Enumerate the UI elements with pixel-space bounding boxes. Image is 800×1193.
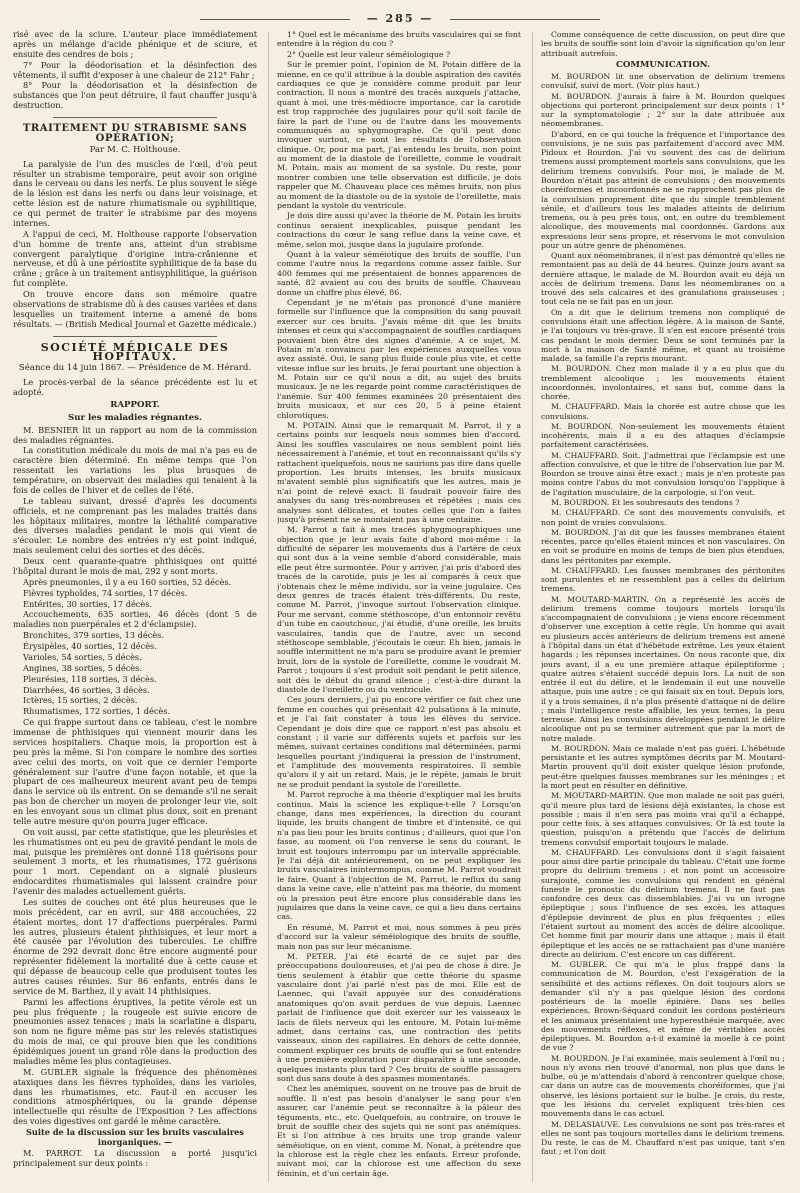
stat-line: Bronchites, 379 sorties, 13 décès. (23, 630, 164, 641)
paragraph: La constitution médicale du mois de mai n'a pas eu de caractère bien déterminé. En même temps que l'on ressentait les variations les plus brusques de température, on observait des maladies qui tenaient à la fois de celles de l'hiver et de celles de l'été. (13, 445, 257, 495)
paragraph: M. DELASIAUVE. Les convulsions ne sont pas très-rares et elles ne sont pas toujours mortelles dans le delirium tremens. Du reste, le cas de M. Chauffard n'est pas unique, tant s'en faut ; et l'on doit (541, 1119, 785, 1157)
stat-line: Ictères, 15 sorties, 2 décès. (23, 695, 138, 706)
paragraph: M. CHAUFFARD. Les fausses membranes des péritonites sont purulentes et ne ressemblent pas à celles du delirium tremens. (541, 565, 785, 594)
paragraph: M. MOUTARD-MARTIN. On a représenté les accès de delirium tremens comme toujours mortels lorsqu'ils s'accompagnaient de convulsions ; je viens encore récemment d'observer une exception à cette règle. Un homme qui avait eu plusieurs accès antérieurs de delirium tremens est amené à l'hôpital dans un état d'hébétude extrême. Les yeux étaient hagards ; les réponses incertaines. On nous raconte que, dix jours avant, il a eu une première attaque épileptiforme ; quatre autres s'étaient succédé depuis lors. La nuit de son entrée il eut du délire, et le lendemain il eut une nouvelle attaque, puis une autre ; ce qui faisait six en tout. Depuis lors, il y a trois semaines, il n'a plus présenté d'attaque ni de délire ; mais l'intelligence reste affaiblie, les yeux ternes, la peau terreuse. Ainsi les convulsions développées pendant le délire alcoolique ont pu se terminer autrement que par la mort de notre malade. (541, 594, 785, 743)
paragraph: M. CHAUFFARD. Soit. J'admettrai que l'éclampsie est une affection convulsive, et que le titre de l'observation lue par M. Bourdon se trouve ainsi être exact ; mais je n'en proteste pas moins contre l'abus du mot convulsion lorsqu'on l'applique à de l'agitation musculaire, de la carpologie, si l'on veut. (541, 450, 785, 497)
paragraph: La paralysie de l'un des muscles de l'œil, d'où peut résulter un strabisme temporaire, peut avoir son origine dans le cerveau ou dans les nerfs. Le plus souvent le siége de la lésion est dans les nerfs ou dans leur voisinage, et cette lésion est de nature rhumatismale ou syphilitique, ce qui permet de traiter le strabisme par des moyens internes. (13, 158, 257, 228)
column-middle (277, 30, 521, 1180)
paragraph: Le procès-verbal de la séance précédente est lu et adopté. (13, 377, 257, 397)
stat-line: Fièvres typhoïdes, 74 sorties, 17 décès. (23, 587, 188, 598)
paragraph: M. BOURDON. Et les soubresauts des tendons ? (551, 498, 740, 508)
subsection-heading: Suite de la discussion sur les bruits vasculaires inorganiques. — (26, 1127, 244, 1147)
header-rule-left (200, 19, 350, 20)
paragraph: M. CHAUFFARD. Les convulsions dont il s'agit faisaient pour ainsi dire partie principale du tableau. C'était une forme propre du delirium tremens ; et non point un accessoire surajouté, comme les convulsions qui rendent en général funeste le pronostic du delirium tremens. Il ne faut pas confondre ces deux cas dissemblables. J'ai vu un ivrogne épileptique ; sous l'influence de ses excès, les attaques d'épilepsie devinrent de plus en plus fréquentes ; elles l'étaient surtout au moment des accès de délire alcoolique. Cet homme finit par mourir dans une attaque ; mais il était épileptique et les accès ne se rattachaient pas d'une manière directe au delirium. C'est encore un cas différent. (541, 847, 785, 959)
meeting-date: Séance du 14 juin 1867. — Présidence de M. Hérard. (18, 363, 252, 374)
divider (53, 336, 217, 337)
paragraph: Le tableau suivant, dressé d'après les documents officiels, et ne comprenant pas les malades traités dans les hôpitaux militaires, montre la léthalité comparative des diverses maladies pendant le mois qui vient de s'écouler. Le nombre des entrées n'y est point indiqué, mais seulement celui des sorties et des décès. (13, 495, 257, 556)
paragraph: M. BOURDON. Non-seulement les mouvements étaient incohérents, mais il a eu des attaques d'éclampsie parfaitement caractérisées. (541, 421, 785, 450)
subsection-heading: COMMUNICATION. (616, 59, 710, 70)
divider (53, 117, 217, 118)
paragraph: M. PARROT. La discussion a porté jusqu'ici principalement sur deux points : (13, 1147, 257, 1168)
column-right (541, 30, 785, 1180)
paragraph: M. GUBLER signale la fréquence des phénomènes ataxiques dans les fièvres typhoïdes, dans les varioles, dans les rhumatismes, etc. Faut-il en accuser les conditions atmosphériques, ou la grande dépense intellectuelle qui résulte de l'Exposition ? Les affections des voies digestives ont gardé le même caractère. (13, 1066, 257, 1127)
paragraph: M. MOUTARD-MARTIN. Que mon malade ne soit pas guéri, qu'il meure plus tard de lésions déjà existantes, la chose est possible ; mais il n'en sera pas moins vrai qu'il a échappé, pour cette fois, à ses attaques convulsives. Or là est toute la question, puisqu'on a prétendu que l'accès de delirium tremens convulsif emportait toujours le malade. (541, 791, 785, 847)
stat-line: Érysipèles, 40 sorties, 12 décès. (23, 641, 157, 651)
paragraph: On voit aussi, par cette statistique, que les pleurésies et les rhumatismes ont eu peu de gravité pendant le mois de mai, puisque les premières ont donné 118 guérisons pour seulement 3 morts, et les rhumatismes, 172 guérisons pour 1 mort. Cependant on a signalé plusieurs endocardites rhumatismales qui laissent craindre pour l'avenir des malades actuellement guéris. (13, 826, 257, 896)
stat-line: Angines, 38 sorties, 5 décès. (23, 662, 142, 673)
paragraph: M. BESNIER lit un rapport au nom de la commission des maladies régnantes. (13, 424, 257, 445)
paragraph: M. GUBLER. Ce qui m'a le plus frappé dans la communication de M. Bourdon, c'est l'exagération de la sensibilité et des actions réflexes. On doit toujours alors se demander s'il n'y a pas quelque lésion des cordons postérieurs de la moelle épinière. Dans ses belles expériences, Brown-Séquard conduit les cordons postérieurs et les animaux présentaient une hyperesthésie marquée, avec des mouvements réflexes, et même de véritables accès épileptiques. M. Bourdon a-t-il examiné la moelle à ce point de vue ? (541, 960, 785, 1053)
paragraph: M. POTAIN. Ainsi que le remarquait M. Parrot, il y a certains points sur lesquels nous sommes bien d'accord. Ainsi les souffles vasculaires ne nous semblent point liés nécessairement à l'anémie, et tout en reconnaissant qu'ils s'y rattachent quelquefois, nous ne saurions pas dire dans quelle proportion. Les bruits intenses, les bruits musicaux m'avaient semblé plus significatifs que les autres, mais je n'ai point de relevé exact. Il faudrait pouvoir faire des analyses du sang très-nombreuses et répétées ; mais ces analyses sont délicates, et toutes celles que l'on a faites jusqu'à présent ne se montaient pas à une centaine. (277, 421, 521, 524)
stat-line: Après pneumonies, il y a eu 160 sorties, 52 décès. (23, 576, 232, 587)
paragraph: M. Parrot a fait à mes tracés sphygmographiques une objection que je leur avais faite d'abord moi-même : la difficulté de séparer les mouvements dus à l'artère de ceux qui sont dus à la veine semble d'abord considérable, mais elle peut être surmontée. Pour y arriver, j'ai pris d'abord des tracés de la carotide, puis je les ai comparés à ceux que j'obtenais chez le même individu, sur la veine jugulaire. Ces deux genres de tracés étaient très-différents. Du reste, comme M. Parrot, j'invoque surtout l'observation clinique. Pour me servant, comme stéthoscope, d'un entonnoir revêtu d'un tube en caoutchouc, j'ai étudié, d'une oreille, les bruits vasculaires, tandis que de l'autre, avec un second stéthoscope semblable, j'écoutais le cœur. Eh bien, jamais le souffle intermittent ne m'a paru se produire avant le premier bruit, lors de la systole de l'oreillette, comme le voudrait M. Parrot ; toujours il s'est produit soit pendant le petit silence, soit dès le début du grand silence ; c'est-à-dire durant la diastole de l'oreillette ou du ventricule. (277, 525, 521, 694)
column-left (13, 30, 257, 1180)
paragraph: Deux cent quarante-quatre phthisiques ont quitté l'hôpital durant le mois de mai, 292 y sont morts. (13, 556, 257, 576)
paragraph: D'abord, en ce qui touche la fréquence et l'importance des convulsions, je ne suis pas parfaitement d'accord avec MM. Pidoux et Bourdon. J'ai vu souvent des cas de delirium tremens aussi promptement mortels sans convulsions, que les delirium tremens convulsifs. Pour moi, le malade de M. Bourdon n'était pas atteint de convulsions ; des mouvements choréiformes et incoordonnés ne se rapprochent pas plus de la convulsion proprement dite que du simple tremblement sénile, et d'ailleurs tous les malades atteints de delirium tremens, ou à peu près tous, ont, en outre du tremblement alcoolique, des mouvements mal coordonnés. Gardons aux expressions leur sens propre, et réservons le mot convulsion pour un autre genre de phénomènes. (541, 129, 785, 250)
paragraph: On a dit que le delirium tremens non compliqué de convulsions était une affection légère. A la maison de Santé, je l'ai toujours vu très-grave. Il s'en est encore présenté trois cas pendant le mois dernier. Deux se sont terminés par la mort à la maison de Santé même, et quant au troisième malade, sa famille l'a repris mourant. (541, 307, 785, 364)
stat-line: Accouchements, 635 sorties, 46 décès (dont 5 de maladies non puerpérales et 2 d'éclampsie). (13, 609, 257, 630)
paragraph: M. CHAUFFARD. Ce sont des mouvements convulsifs, et non point de vraies convulsions. (541, 508, 785, 527)
article-author: Par M. C. Holthouse. (89, 144, 181, 155)
paragraph: A l'appui de ceci, M. Holthouse rapporte l'observation d'un homme de trente ans, atteint d'un strabisme convergent paralytique d'origine intra-crânienne et nerveuse, et dû à une périostite syphilitique de la base du crâne ; grâce à un traitement antisyphilitique, la guérison fut complète. (13, 228, 257, 289)
paragraph: M. Parrot reproche à ma théorie d'expliquer mal les bruits continus. Mais la science les explique-t-elle ? Lorsqu'on change, dans mes expériences, la direction du courant liquide, les bruits changent de timbre et d'intensité, ce qui n'a pas lieu pour les bruits continus ; d'ailleurs, quoi que l'on fasse, au moment où l'on renverse le sens du courant, le bruit est toujours interrompu par un intervalle appréciable. Je l'ai déjà dit antérieurement, on ne peut expliquer les bruits vasculaires inintermompus, comme M. Parrot voudrait le faire. Quant à l'objection de M. Parrot, le reflux du sang dans la veine cave, elle n'atteint pas ma théorie, du moment où la pression peut être encore plus considérable dans les jugulaires que dans la veine cave, ce qui a lieu dans certains cas. (277, 790, 521, 922)
subsection-heading: RAPPORT. (110, 399, 160, 410)
stat-line: Entérites, 30 sorties, 17 décès. (23, 598, 153, 609)
section-heading: SOCIÉTÉ MÉDICALE DES HOPITAUX. (40, 340, 230, 364)
paragraph: Ces jours derniers, j'ai pu encore vérifier ce fait chez une femme en couches qui présentait 42 pulsations à la minute, et je l'ai fait constater à tous les élèves du service. Cependant je dois dire que ce rapport n'est pas absolu et constant ; il varie sur différents sujets et parfois sur les mêmes, suivant certaines conditions mal déterminées, parmi lesquelles pourtant j'indiquerai la pression de l'instrument, et l'amplitude des mouvements respiratoires. Il semble qu'alors il y ait un retard. Mais, je le répète, jamais le bruit ne se produit pendant la systole de l'oreillette. (277, 695, 521, 789)
paragraph: M. CHAUFFARD. Mais la chorée est autre chose que les convulsions. (541, 402, 785, 421)
article-title: TRAITEMENT DU STRABISME SANS OPÉRATION; (22, 123, 248, 144)
paragraph: risé avec de la sciure. L'auteur place immédiatement après un mélange d'acide phénique et de sciure, et ensuite des cendres de bois ; (13, 30, 257, 59)
paragraph: M. BOURDON. Je l'ai examinée, mais seulement à l'œil nu ; nous n'y avons rien trouvé d'anormal, non plus que dans le bulbe, où je m'attendais d'abord à rencontrer quelque chose, car dans un autre cas de mouvements choréiformes, que j'ai observé, les lésions portaient sur le bulbe. Je crois, du reste, que les lésions du cervelet expliquent très-bien ces mouvements dans le cas actuel. (541, 1053, 785, 1119)
paragraph: M. BOURDON lit une observation de delirium tremens convulsif, suivi de mort. (Voir plus haut.) (541, 72, 785, 91)
stat-line: Pleurésies, 118 sorties, 3 décès. (23, 673, 157, 684)
stat-line: Varioles, 54 sorties, 5 décès. (23, 651, 142, 662)
paragraph: M. BOURDON. J'ai dit que les fausses membranes étaient récentes, parce qu'elles étaient minces et non vasculaires. On en voit se produire en moins de temps de bien plus étendues, dans les péritonites par exemple. (541, 527, 785, 565)
paragraph: M. PETER. J'ai été écarté de ce sujet par des préoccupations douloureuses, et j'ai peu de chose à dire. Je tiens seulement à établir que cette théorie du spasme vasculaire dont j'ai parlé n'est pas de moi. Elle est de Laennec, qui l'avait appuyée sur des considérations anatomiques qu'on avait perdues de vue depuis. Laennec parlait de l'influence que doit exercer sur les vaisseaux le lacis de filets nerveux qui les entoure. M. Potain lui-même admet, dans certains cas, une contraction des petits vaisseaux, sinon des capillaires. En dehors de cette donnée, comment expliquer ces bruits de souffle qui se font entendre à une première exploration pour disparaître à une seconde, quelques instants plus tard ? Ces bruits de souffle passagers sont dus sans doute à des spasmes momentanés. (277, 951, 521, 1083)
paragraph: Comme conséquence de cette discussion, on peut dire que les bruits de souffle sont loin d'avoir la signification qu'on leur attribuait autrefois. (541, 30, 785, 58)
paragraph: En résumé, M. Parrot et moi, nous sommes à peu près d'accord sur la valeur séméiologique des bruits de souffle, mais non pas sur leur mécanisme. (277, 922, 521, 951)
paragraph: M. BOURDON. Mais ce malade n'est pas guéri. L'hébétude persistante et les autres symptômes décrits par M. Moutard-Martin prouvent qu'il doit exister quelque lésion profonde, peut-être quelques fausses membranes sur les méninges ; et la mort peut en résulter en définitive. (541, 743, 785, 790)
subsection-heading: Sur les maladies régnantes. (68, 412, 202, 423)
paragraph: 7° Pour la déodorisation et la désinfection des vêtements, il suffit d'exposer à une chaleur de 212° Fahr ; (13, 59, 257, 80)
paragraph: 1° Quel est le mécanisme des bruits vasculaires qui se font entendre à la région du cou ? (277, 30, 521, 49)
paragraph: Les suites de couches ont été plus heureuses que le mois précédent, car en avril, sur 488 accouchées, 22 étaient mortes, dont 17 d'affections puerpérales. Parmi les autres, plusieurs étaient phthisiques, et leur mort a été causée par l'évolution des tubercules. Le chiffre énorme de 292 devrait donc être encore augmenté pour représenter fidèlement la mortalité due à cette cause et qui dépasse de beaucoup celle que produisent toutes les autres causes réunies. Sur 86 enfants, entrés dans le service de M. Barthez, il y avait 14 phthisiques. (13, 896, 257, 996)
paragraph: Parmi les affections éruptives, la petite vérole est un peu plus fréquente ; la rougeole est suivie encore de pneumonies assez tenaces ; mais la scarlatine a disparu, son nom ne figure même pas sur les relevés statistiques du mois de mai, ce qui prouve bien que les conditions épidémiques jouent un grand rôle dans la production des maladies même les plus contagieuses. (13, 996, 257, 1066)
paragraph: Je dois dire aussi qu'avec la théorie de M. Potain les bruits continus seraient inexplicables, puisque pendant les contractions du cœur le sang reflue dans la veine cave, et même, selon moi, jusque dans la jugulaire profonde. (277, 211, 521, 249)
column-separator (532, 32, 533, 1182)
stat-line: Diarrhées, 46 sorties, 3 décès. (23, 684, 150, 695)
paragraph: M. BOURDON. J'aurais à faire à M. Bourdon quelques objections qui porteront principalement sur deux points : 1° sur la symptomatologie ; 2° sur la date attribuée aux néomembranes. (541, 91, 785, 129)
paragraph: Quant à la valeur séméiotique des bruits de souffle, l'un comme l'autre nous la regardons comme assez faible. Sur 400 femmes qui me présentaient de bonnes apparences de santé, 82 avaient au cou des bruits de souffle. Chauveau donne un chiffre plus élevé, 86. (277, 249, 521, 297)
paragraph: Sur le premier point, l'opinion de M. Potain diffère de la mienne, en ce qu'il attribue à la double aspiration des cavités cardiaques ce que je considère comme produit par leur contraction. Il nous a montré des tracés auxquels j'attache, quant à moi, une très-médiocre importance, car la carotide est trop rapprochée des jugulaires pour qu'il soit facile de faire la part de l'une ou de l'autre dans les mouvements communiqués au sphygmographe. Ce qu'il peut donc invoquer surtout, ce sont les résultats de l'observation clinique. Or, pour ma part, j'ai entendu les bruits, non point au moment de la diastole de l'oreillette, comme le voudrait M. Potain, mais au moment de sa systole. Du reste, pour montrer combien une telle observation est difficile, je dois rappeler que M. Chauveau place ces mêmes bruits, non plus au moment de la diastole ou de la systole de l'oreillette, mais pendant la systole du ventricule. (277, 60, 521, 211)
paragraph: Quant aux néomembranes, il n'est pas démontré qu'elles ne remontaient pas au delà de 44 heures. Quinze jours avant sa dernière attaque, le malade de M. Bourdon avait eu déjà un accès de delirium tremens. Dans les néomembranes on a trouvé des sels calcaires et des granulations graisseuses ; tout cela ne se fait pas en un jour. (541, 251, 785, 307)
column-separator (268, 32, 269, 1182)
page-number: — 285 — (366, 12, 434, 25)
paragraph: Cependant je ne m'étais pas prononcé d'une manière formelle sur l'influence que la composition du sang pouvait exercer sur ces bruits. J'avais même dit que les bruits intenses et ceux qui s'accompagnaient de souffles cardiaques pouvaient bien être des signes d'anémie. A ce sujet, M. Potain m'a convaincu par les expériences auxquelles vous avez assisté. Oui, le sang plus fluide coule plus vite, et cette vitesse influe sur les bruits. Je ferai pourtant une objection à M. Potain sur ce qu'il nous a dit, au sujet des bruits musicaux. Je ne les regarde point comme caractéristiques de l'anémie. Sur 400 femmes examinées 20 présentaient des bruits musicaux, et sur ces 20, 5 à peine étaient chlorotiques. (277, 297, 521, 420)
paragraph: M. BOURDON. Chez mon malade il y a eu plus que du tremblement alcoolique ; les mouvements étaient incoordonnés, involontaires, et sans but, comme dans la chorée. (541, 364, 785, 402)
paragraph: Chez les anémiques, souvent on ne trouve pas de bruit de souffle. Il n'est pas besoin d'analyser le sang pour s'en assurer, car l'anémie peut se reconnaître à la pâleur des téguments, etc., etc. Quelquefois, au contraire, on trouve le bruit de souffle chez des sujets qui ne sont pas anémiques. Et si l'on attribue à ces bruits une trop grande valeur séméiotique, on en vient, comme M. Nonat, à prétendre que la chlorose est la règle chez les enfants. Erreur profonde, suivant moi, car la chlorose est une affection du sexe féminin, et d'un certain âge. (277, 1084, 521, 1178)
paragraph: 8° Pour la déodorisation et la désinfection de substances que l'on peut détruire, il faut chauffer jusqu'à destruction. (13, 80, 257, 111)
page-header (0, 12, 800, 25)
header-rule-right (450, 19, 600, 20)
paragraph: On trouve encore dans son mémoire quatre observations de strabisme dû à des causes variées et dans lesquelles un traitement interne a amené de bons résultats. — (British Medical Journal et Gazette médicale.) (13, 289, 257, 329)
paragraph: 2° Quelle est leur valeur séméiologique ? (287, 49, 451, 59)
paragraph: Ce qui frappe surtout dans ce tableau, c'est le nombre immense de phthisiques qui viennent mourir dans les services hospitaliers. Chaque mois, la proportion est à peu près la même. Si l'on compare le nombre des sorties avec celui des morts, on voit que ce dernier l'emporte généralement sur l'autre d'une façon notable, et que la plupart de ces malheureux meurent avant peu de temps dans le service où ils entrent. On se demande s'il ne serait pas bon de chercher un moyen de prolonger leur vie, soit en les envoyant sous un climat plus doux, soit en prenant telle autre mesure qu'on pourra juger efficace. (13, 717, 257, 826)
stat-line: Rhumatismes, 172 sorties, 1 décès. (23, 706, 171, 717)
